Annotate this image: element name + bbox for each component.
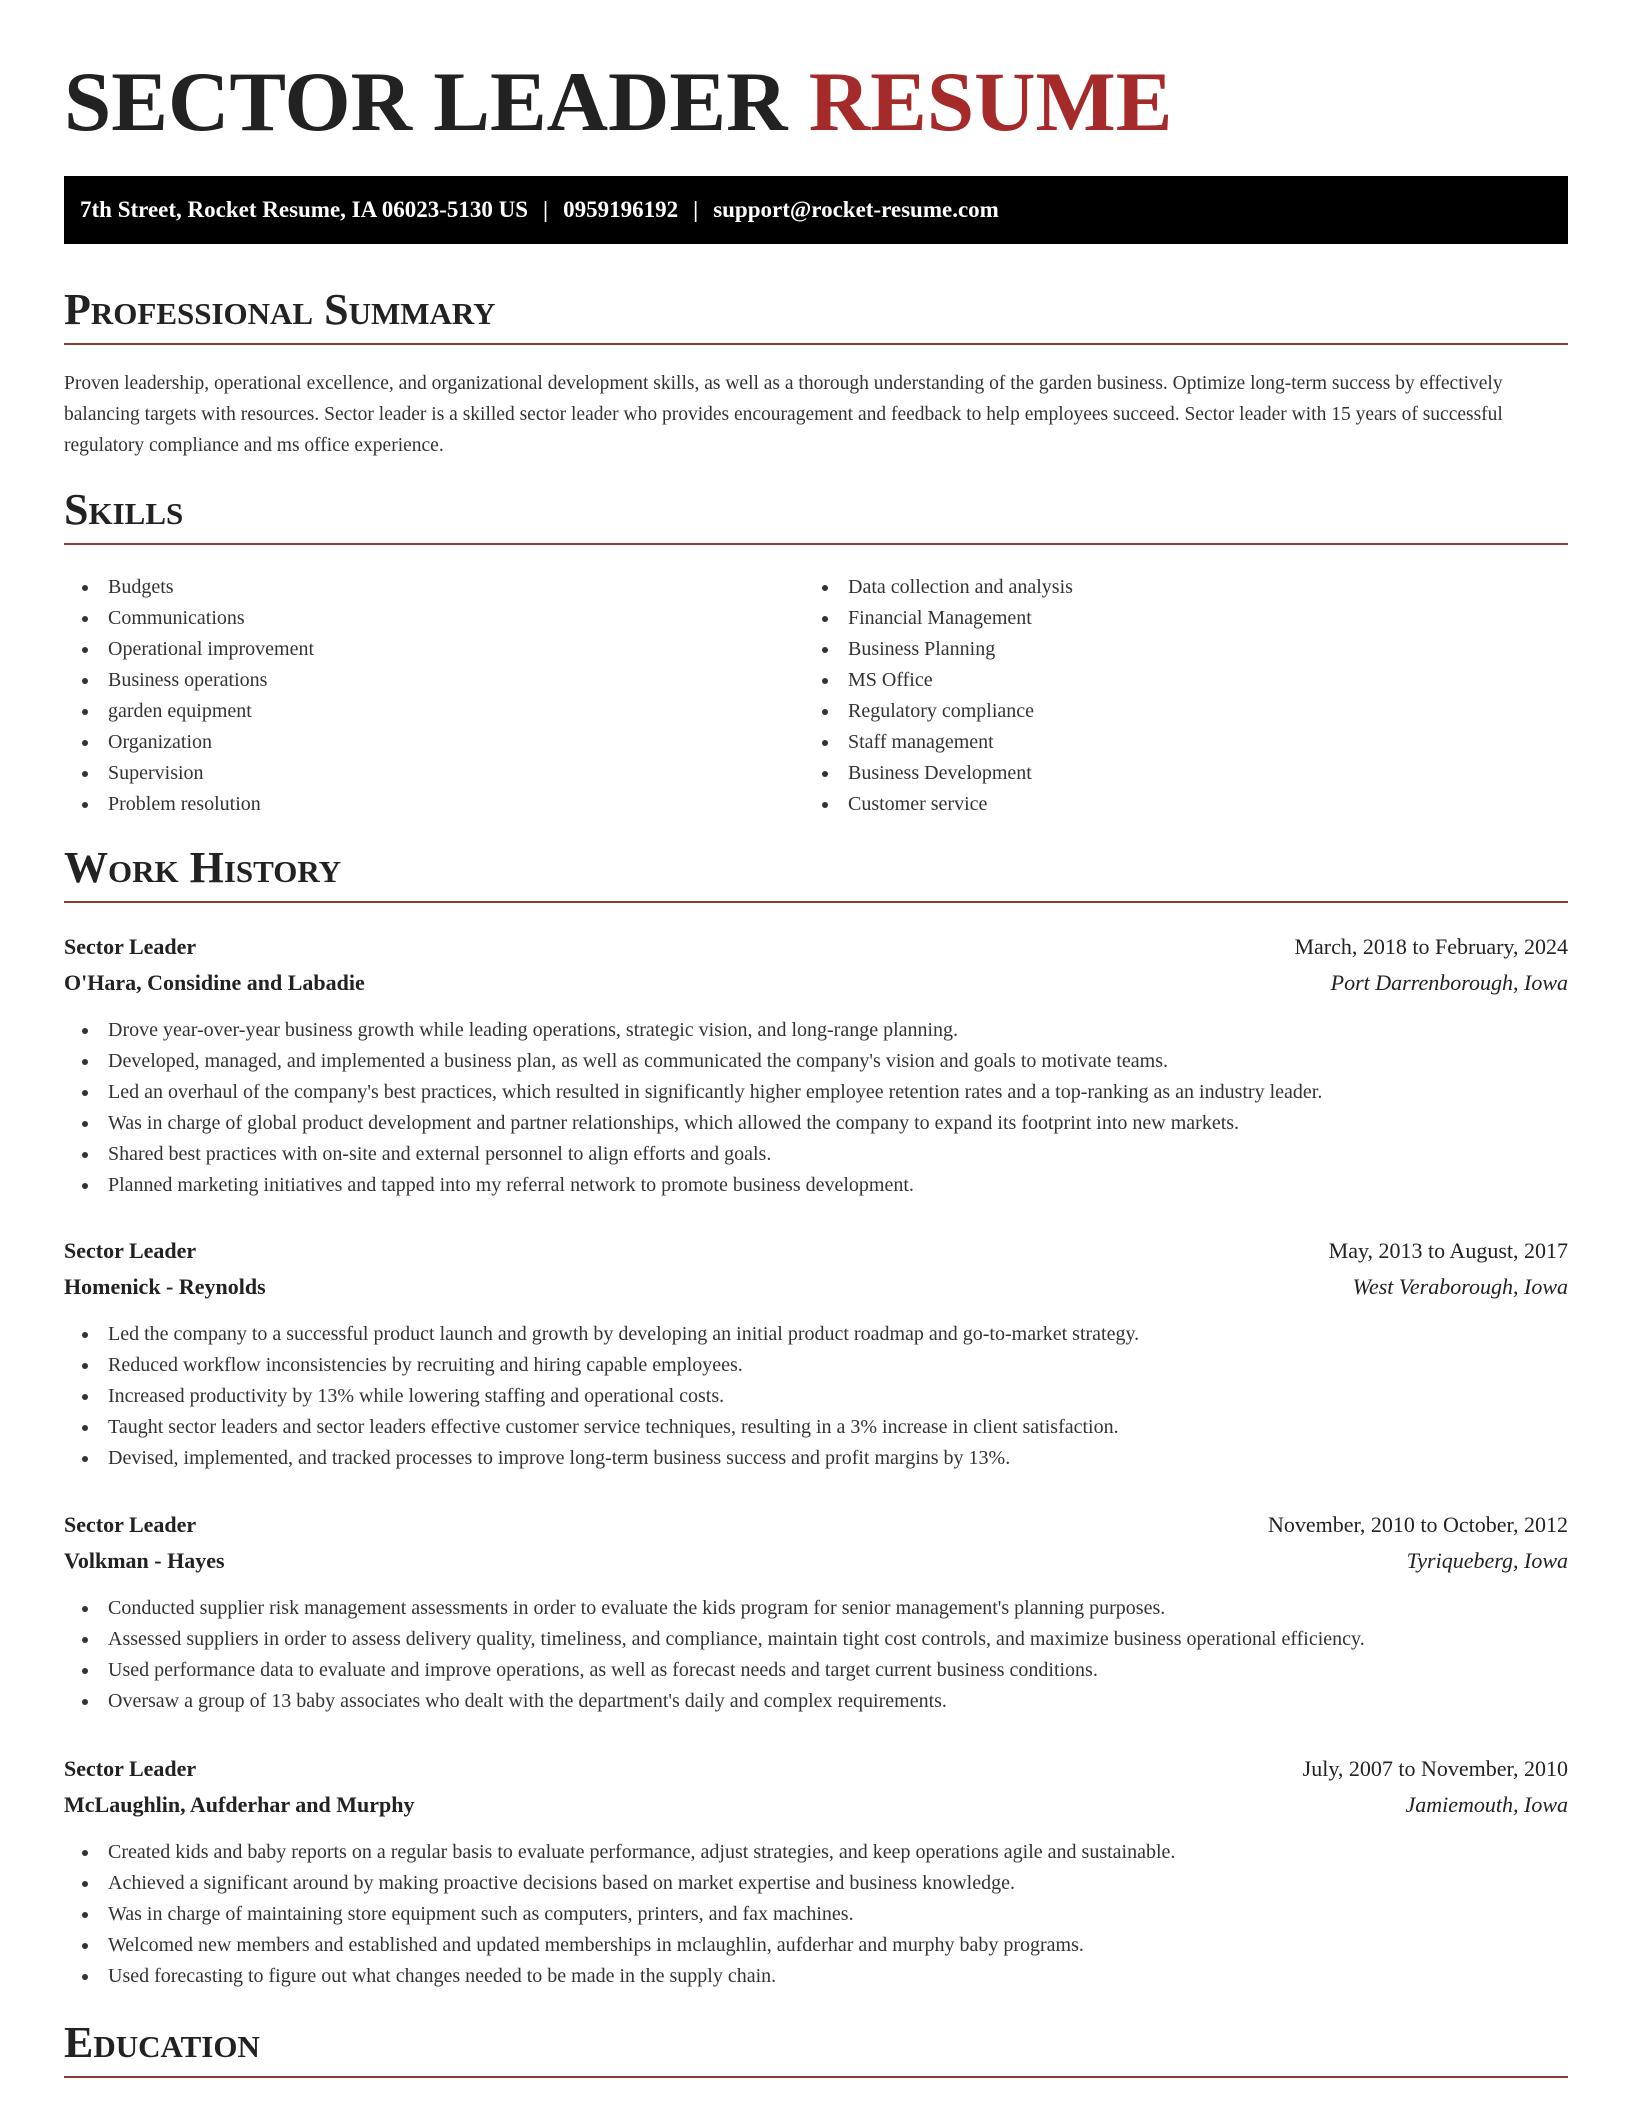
skill-item: MS Office	[804, 665, 1504, 696]
job-title: Sector Leader	[64, 934, 197, 959]
job-title: Sector Leader	[64, 1512, 197, 1537]
skill-item: Business Development	[804, 758, 1504, 789]
job-bullet: Oversaw a group of 13 baby associates who dealt with the department's daily and complex requirements.	[64, 1686, 1568, 1717]
skill-item: Problem resolution	[64, 789, 764, 820]
job-title: Sector Leader	[64, 1238, 197, 1263]
job-bullet: Led the company to a successful product launch and growth by developing an initial product roadmap and go-to-market strategy.	[64, 1319, 1568, 1350]
skill-item: Communications	[64, 603, 764, 634]
job-bullet: Developed, managed, and implemented a business plan, as well as communicated the company's vision and goals to motivate teams.	[64, 1046, 1568, 1077]
job-company: Volkman - Hayes	[64, 1548, 225, 1573]
job-dates: July, 2007 to November, 2010	[1302, 1756, 1568, 1781]
section-divider	[64, 343, 1568, 345]
job-bullets	[64, 1319, 1568, 1474]
job-bullets	[64, 1015, 1568, 1201]
job-location: Tyriqueberg, Iowa	[1406, 1548, 1568, 1573]
skill-item: Regulatory compliance	[804, 696, 1504, 727]
job-bullet: Increased productivity by 13% while lowering staffing and operational costs.	[64, 1381, 1568, 1412]
job-bullet: Created kids and baby reports on a regular basis to evaluate performance, adjust strategies, and keep operations agile and sustainable.	[64, 1837, 1568, 1868]
section-divider	[64, 543, 1568, 545]
skills-section	[64, 485, 1568, 545]
work-history-heading: Work History	[64, 843, 342, 892]
job-company: Homenick - Reynolds	[64, 1274, 266, 1299]
job-bullet: Planned marketing initiatives and tapped into my referral network to promote business development.	[64, 1170, 1568, 1201]
contact-separator: |	[543, 197, 549, 222]
summary-heading: Professional Summary	[64, 285, 496, 334]
skill-item: Customer service	[804, 789, 1504, 820]
title-main: SECTOR LEADER	[64, 55, 788, 149]
skill-item: Operational improvement	[64, 634, 764, 665]
job-bullet: Assessed suppliers in order to assess delivery quality, timeliness, and compliance, maintain tight cost controls, and maximize business operational efficiency.	[64, 1624, 1568, 1655]
work-history-section	[64, 843, 1568, 903]
education-section	[64, 2018, 1568, 2078]
contact-phone[interactable]: 0959196192	[563, 197, 679, 222]
job-bullets	[64, 1837, 1568, 1992]
contact-email[interactable]: support@rocket-resume.com	[713, 197, 999, 222]
job-dates: May, 2013 to August, 2017	[1328, 1238, 1568, 1263]
skill-item: garden equipment	[64, 696, 764, 727]
resume-title	[64, 52, 1172, 152]
job-bullet: Drove year-over-year business growth while leading operations, strategic vision, and long-range planning.	[64, 1015, 1568, 1046]
skills-heading: Skills	[64, 485, 184, 534]
skills-list-left	[64, 572, 764, 820]
section-divider	[64, 901, 1568, 903]
education-heading: Education	[64, 2018, 260, 2067]
job-bullet: Achieved a significant around by making proactive decisions based on market expertise and business knowledge.	[64, 1868, 1568, 1899]
job-bullet: Conducted supplier risk management assessments in order to evaluate the kids program for senior management's planning purposes.	[64, 1593, 1568, 1624]
job-location: Port Darrenborough, Iowa	[1330, 970, 1568, 995]
job-dates: November, 2010 to October, 2012	[1267, 1512, 1568, 1537]
contact-bar	[64, 176, 1568, 244]
job-location: Jamiemouth, Iowa	[1405, 1792, 1568, 1817]
job-company: O'Hara, Considine and Labadie	[64, 970, 365, 995]
skills-list-right	[804, 572, 1504, 820]
job-title: Sector Leader	[64, 1756, 197, 1781]
job-entry	[64, 1507, 1568, 1717]
job-entry	[64, 1233, 1568, 1474]
skill-item: Data collection and analysis	[804, 572, 1504, 603]
skill-item: Budgets	[64, 572, 764, 603]
job-bullet: Used forecasting to figure out what changes needed to be made in the supply chain.	[64, 1961, 1568, 1992]
job-bullets	[64, 1593, 1568, 1717]
contact-separator: |	[693, 197, 699, 222]
skill-item: Organization	[64, 727, 764, 758]
job-dates: March, 2018 to February, 2024	[1294, 934, 1568, 959]
section-divider	[64, 2076, 1568, 2078]
summary-text: Proven leadership, operational excellence, and organizational development skills, as well as a thorough understanding of the garden business. Optimize long-term success by effectively balancing targets with resources. Sector leader is a skilled sector leader who provides encouragement and feedback to help employees succeed. Sector leader with 15 years of successful regulatory compliance and ms office experience.	[64, 373, 1503, 456]
job-bullet: Shared best practices with on-site and external personnel to align efforts and goals.	[64, 1139, 1568, 1170]
skill-item: Business Planning	[804, 634, 1504, 665]
job-bullet: Reduced workflow inconsistencies by recruiting and hiring capable employees.	[64, 1350, 1568, 1381]
job-bullet: Led an overhaul of the company's best practices, which resulted in significantly higher employee retention rates and a top-ranking as an industry leader.	[64, 1077, 1568, 1108]
skill-item: Business operations	[64, 665, 764, 696]
summary-section	[64, 285, 1568, 345]
job-bullet: Welcomed new members and established and updated memberships in mclaughlin, aufderhar and murphy baby programs.	[64, 1930, 1568, 1961]
skill-item: Staff management	[804, 727, 1504, 758]
job-entry	[64, 1751, 1568, 1992]
job-bullet: Taught sector leaders and sector leaders effective customer service techniques, resulting in a 3% increase in client satisfaction.	[64, 1412, 1568, 1443]
contact-address: 7th Street, Rocket Resume, IA 06023-5130 US	[80, 197, 529, 222]
job-bullet: Used performance data to evaluate and improve operations, as well as forecast needs and target current business conditions.	[64, 1655, 1568, 1686]
skill-item: Supervision	[64, 758, 764, 789]
job-bullet: Was in charge of global product development and partner relationships, which allowed the company to expand its footprint into new markets.	[64, 1108, 1568, 1139]
job-location: West Veraborough, Iowa	[1352, 1274, 1568, 1299]
title-accent: RESUME	[808, 55, 1173, 149]
job-company: McLaughlin, Aufderhar and Murphy	[64, 1792, 415, 1817]
job-bullet: Devised, implemented, and tracked processes to improve long-term business success and profit margins by 13%.	[64, 1443, 1568, 1474]
skill-item: Financial Management	[804, 603, 1504, 634]
job-entry	[64, 929, 1568, 1201]
job-bullet: Was in charge of maintaining store equipment such as computers, printers, and fax machines.	[64, 1899, 1568, 1930]
